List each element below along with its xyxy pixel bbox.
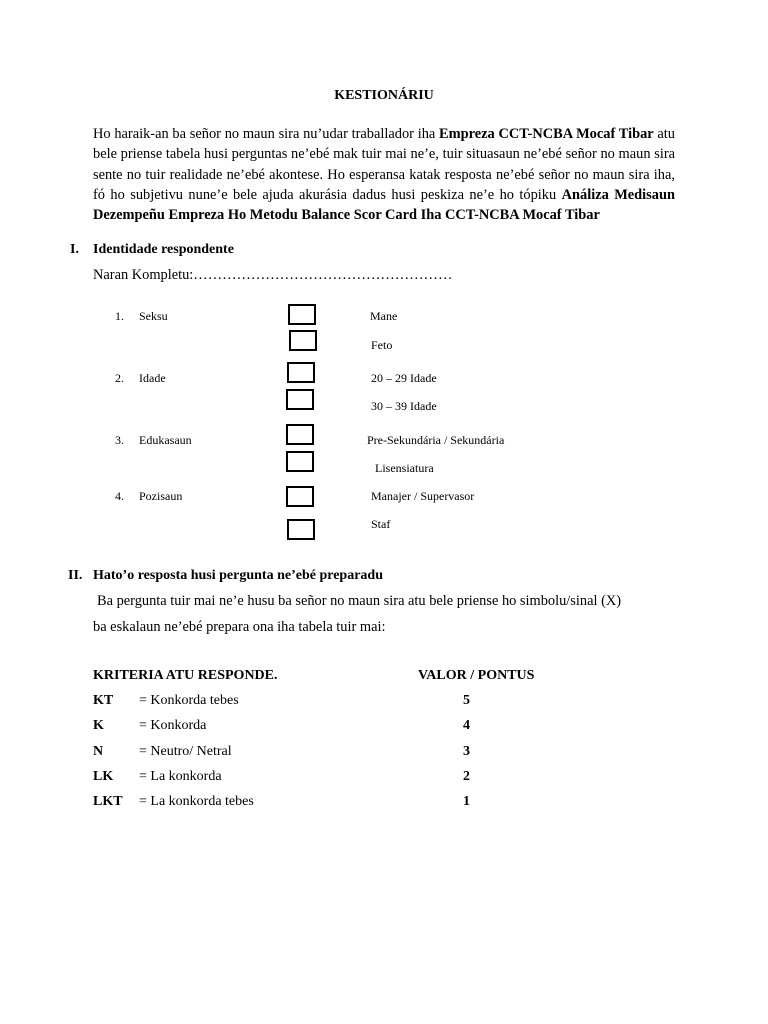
checkbox-mane[interactable] bbox=[288, 304, 316, 325]
checkbox-feto[interactable] bbox=[289, 330, 317, 351]
value-header: VALOR / PONTUS bbox=[418, 668, 535, 683]
checkbox-staf[interactable] bbox=[287, 519, 315, 540]
section1-heading: Identidade respondente bbox=[93, 242, 234, 257]
criteria-desc-lkt: = La konkorda tebes bbox=[139, 794, 254, 809]
item-label-pozisaun: Pozisaun bbox=[139, 489, 183, 503]
option-pre-sekundaria: Pre-Sekundária / Sekundária bbox=[367, 433, 505, 447]
criteria-desc-lk: = La konkorda bbox=[139, 769, 222, 784]
item-label-idade: Idade bbox=[139, 371, 166, 385]
criteria-value-lkt: 1 bbox=[463, 794, 470, 809]
checkbox-age-30-39[interactable] bbox=[286, 389, 314, 410]
full-name-line[interactable]: Naran Kompletu:……………………………………………… bbox=[93, 267, 453, 283]
item-number: 2. bbox=[115, 371, 124, 385]
item-label-edukasaun: Edukasaun bbox=[139, 433, 192, 447]
criteria-desc-kt: = Konkorda tebes bbox=[139, 693, 239, 708]
criteria-code-n: N bbox=[93, 744, 104, 759]
criteria-value-k: 4 bbox=[463, 718, 470, 733]
intro-company: Empreza CCT-NCBA Mocaf Tibar bbox=[439, 126, 654, 142]
checkbox-manajer[interactable] bbox=[286, 486, 314, 507]
item-number: 1. bbox=[115, 309, 124, 323]
criteria-code-lk: LK bbox=[93, 769, 114, 784]
criteria-code-k: K bbox=[93, 718, 104, 733]
item-number: 4. bbox=[115, 489, 124, 503]
instruction-line-1: Ba pergunta tuir mai ne’e husu ba señor no maun sira atu bele priense ho simbolu/sinal (X) bbox=[97, 593, 622, 609]
option-staf: Staf bbox=[371, 517, 391, 531]
criteria-value-lk: 2 bbox=[463, 769, 470, 784]
document-title: KESTIONÁRIU bbox=[334, 88, 434, 103]
section2-numeral: II. bbox=[68, 568, 83, 583]
section2-heading: Hato’o resposta husi pergunta ne’ebé preparadu bbox=[93, 568, 384, 583]
item-number: 3. bbox=[115, 433, 124, 447]
option-manajer: Manajer / Supervasor bbox=[371, 489, 475, 503]
criteria-value-n: 3 bbox=[463, 744, 470, 759]
criteria-desc-k: = Konkorda bbox=[139, 718, 207, 733]
checkbox-pre-sekundaria[interactable] bbox=[286, 424, 314, 445]
option-feto: Feto bbox=[371, 338, 393, 352]
intro-paragraph bbox=[93, 124, 675, 225]
criteria-header: KRITERIA ATU RESPONDE. bbox=[93, 668, 278, 683]
item-label-seksu: Seksu bbox=[139, 309, 168, 323]
option-age-20-29: 20 – 29 Idade bbox=[371, 371, 437, 385]
criteria-desc-n: = Neutro/ Netral bbox=[139, 744, 232, 759]
criteria-value-kt: 5 bbox=[463, 693, 470, 708]
section1-numeral: I. bbox=[70, 242, 79, 257]
criteria-code-kt: KT bbox=[93, 693, 114, 708]
option-mane: Mane bbox=[370, 309, 398, 323]
intro-text-2: atu bele priense tabela husi perguntas ne’ebé mak tuir mai ne’e, tuir situasaun ne’ebé señor no maun sira sente no tuir realidade ne’ebé akontese. Ho esperansa katak resposta ne’ebé señor no maun sira iha, fó ho subjetivu nune’e bele ajuda akurásia dadus husi peskiza ne’e ho tópiku bbox=[93, 126, 675, 203]
instruction-line-2: ba eskalaun ne’ebé prepara ona iha tabela tuir mai: bbox=[93, 619, 386, 635]
intro-topic: Análiza Medisaun Dezempeñu Empreza Ho Metodu Balance Scor Card Iha CCT-NCBA Mocaf Tibar bbox=[93, 186, 675, 224]
criteria-code-lkt: LKT bbox=[93, 794, 123, 809]
option-lisensiatura: Lisensiatura bbox=[375, 461, 434, 475]
checkbox-age-20-29[interactable] bbox=[287, 362, 315, 383]
checkbox-lisensiatura[interactable] bbox=[286, 451, 314, 472]
option-age-30-39: 30 – 39 Idade bbox=[371, 399, 437, 413]
intro-text-1: Ho haraik-an ba señor no maun sira nu’udar traballador iha bbox=[93, 126, 440, 142]
